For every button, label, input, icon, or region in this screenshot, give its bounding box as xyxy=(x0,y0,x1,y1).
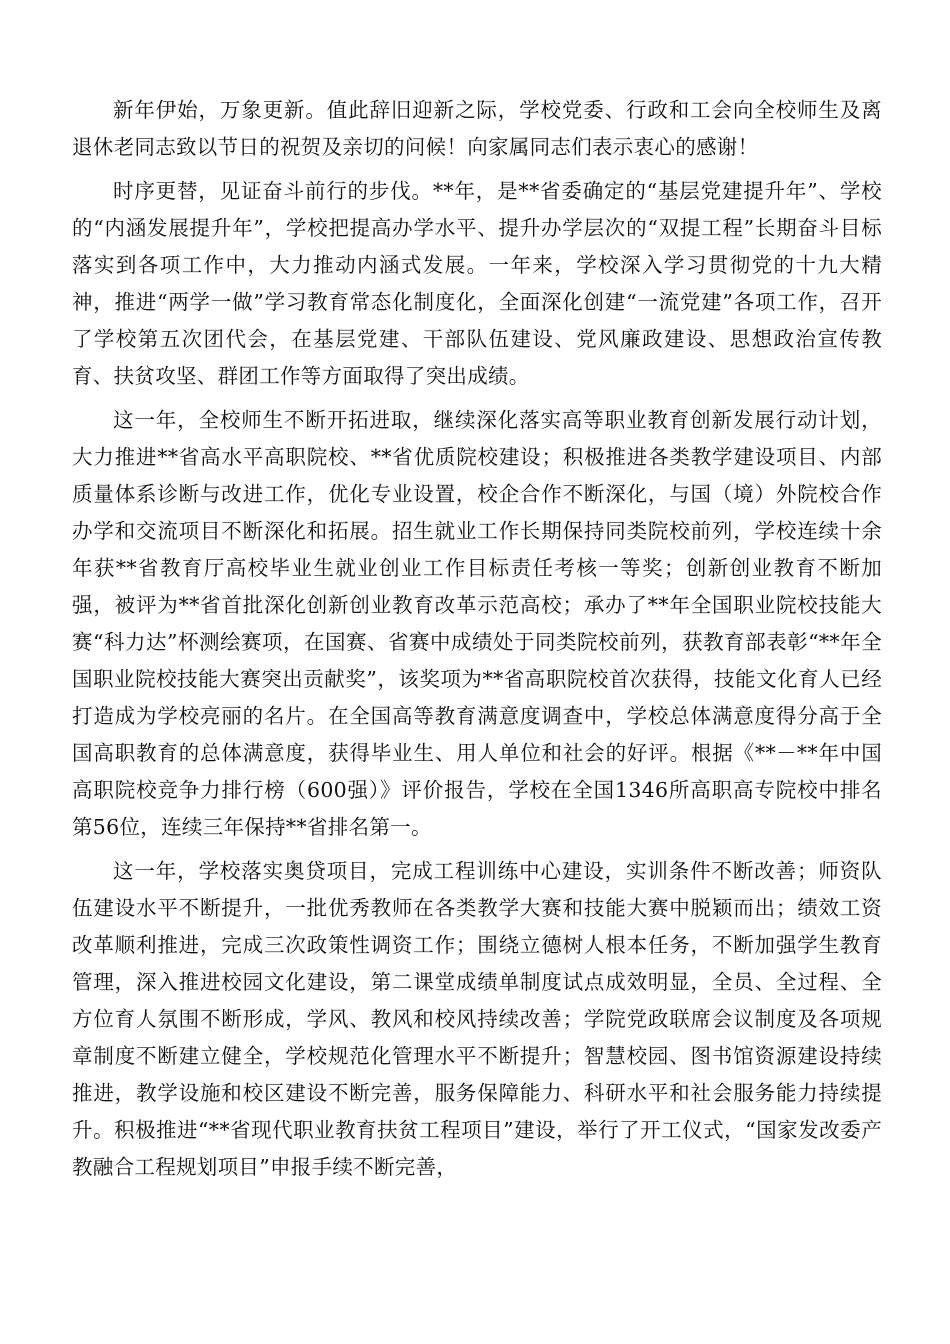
document-body xyxy=(72,92,882,1193)
paragraph-3: 这一年，全校师生不断开拓进取，继续深化落实高等职业教育创新发展行动计划，大力推进**省高水平高职院校、**省优质院校建设；积极推进各类教学建设项目、内部质量体系诊断与改进工作，优化专业设置，校企合作不断深化，与国（境）外院校合作办学和交流项目不断深化和拓展。招生就业工作长期保持同类院校前列，学校连续十余年获**省教育厅高校毕业生就业创业工作目标责任考核一等奖；创新创业教育不断加强，被评为**省首批深化创新创业教育改革示范高校；承办了**年全国职业院校技能大赛“科力达”杯测绘赛项，在国赛、省赛中成绩处于同类院校前列，获教育部表彰“**年全国职业院校技能大赛突出贡献奖”，该奖项为**省高职院校首次获得，技能文化育人已经打造成为学校亮丽的名片。在全国高等教育满意度调查中，学校总体满意度得分高于全国高职教育的总体满意度，获得毕业生、用人单位和社会的好评。根据《**－**年中国高职院校竞争力排行榜（600强）》评价报告，学校在全国1346所高职高专院校中排名第56位，连续三年保持**省排名第一。 xyxy=(72,408,882,839)
paragraph-2: 时序更替，见证奋斗前行的步伐。**年，是**省委确定的“基层党建提升年”、学校的“内涵发展提升年”，学校把提高办学水平、提升办学层次的“双提工程”长期奋斗目标落实到各项工作中，大力推动内涵式发展。一年来，学校深入学习贯彻党的十九大精神，推进“两学一做”学习教育常态化制度化，全面深化创建“一流党建”各项工作，召开了学校第五次团代会，在基层党建、干部队伍建设、党风廉政建设、思想政治宣传教育、扶贫攻坚、群团工作等方面取得了突出成绩。 xyxy=(72,179,882,388)
paragraph-4: 这一年，学校落实奥贷项目，完成工程训练中心建设，实训条件不断改善；师资队伍建设水平不断提升，一批优秀教师在各类教学大赛和技能大赛中脱颖而出；绩效工资改革顺利推进，完成三次政策性调资工作；围绕立德树人根本任务，不断加强学生教育管理，深入推进校园文化建设，第二课堂成绩单制度试点成效明显，全员、全过程、全方位育人氛围不断形成，学风、教风和校风持续改善；学院党政联席会议制度及各项规章制度不断建立健全，学校规范化管理水平不断提升；智慧校园、图书馆资源建设持续推进，教学设施和校区建设不断完善，服务保障能力、科研水平和社会服务能力持续提升。积极推进“**省现代职业教育扶贫工程项目”建设，举行了开工仪式，“国家发改委产教融合工程规划项目”申报手续不断完善， xyxy=(72,859,882,1179)
paragraph-1: 新年伊始，万象更新。值此辞旧迎新之际，学校党委、行政和工会向全校师生及离退休老同志致以节日的祝贺及亲切的问候！向家属同志们表示衷心的感谢！ xyxy=(72,98,882,159)
